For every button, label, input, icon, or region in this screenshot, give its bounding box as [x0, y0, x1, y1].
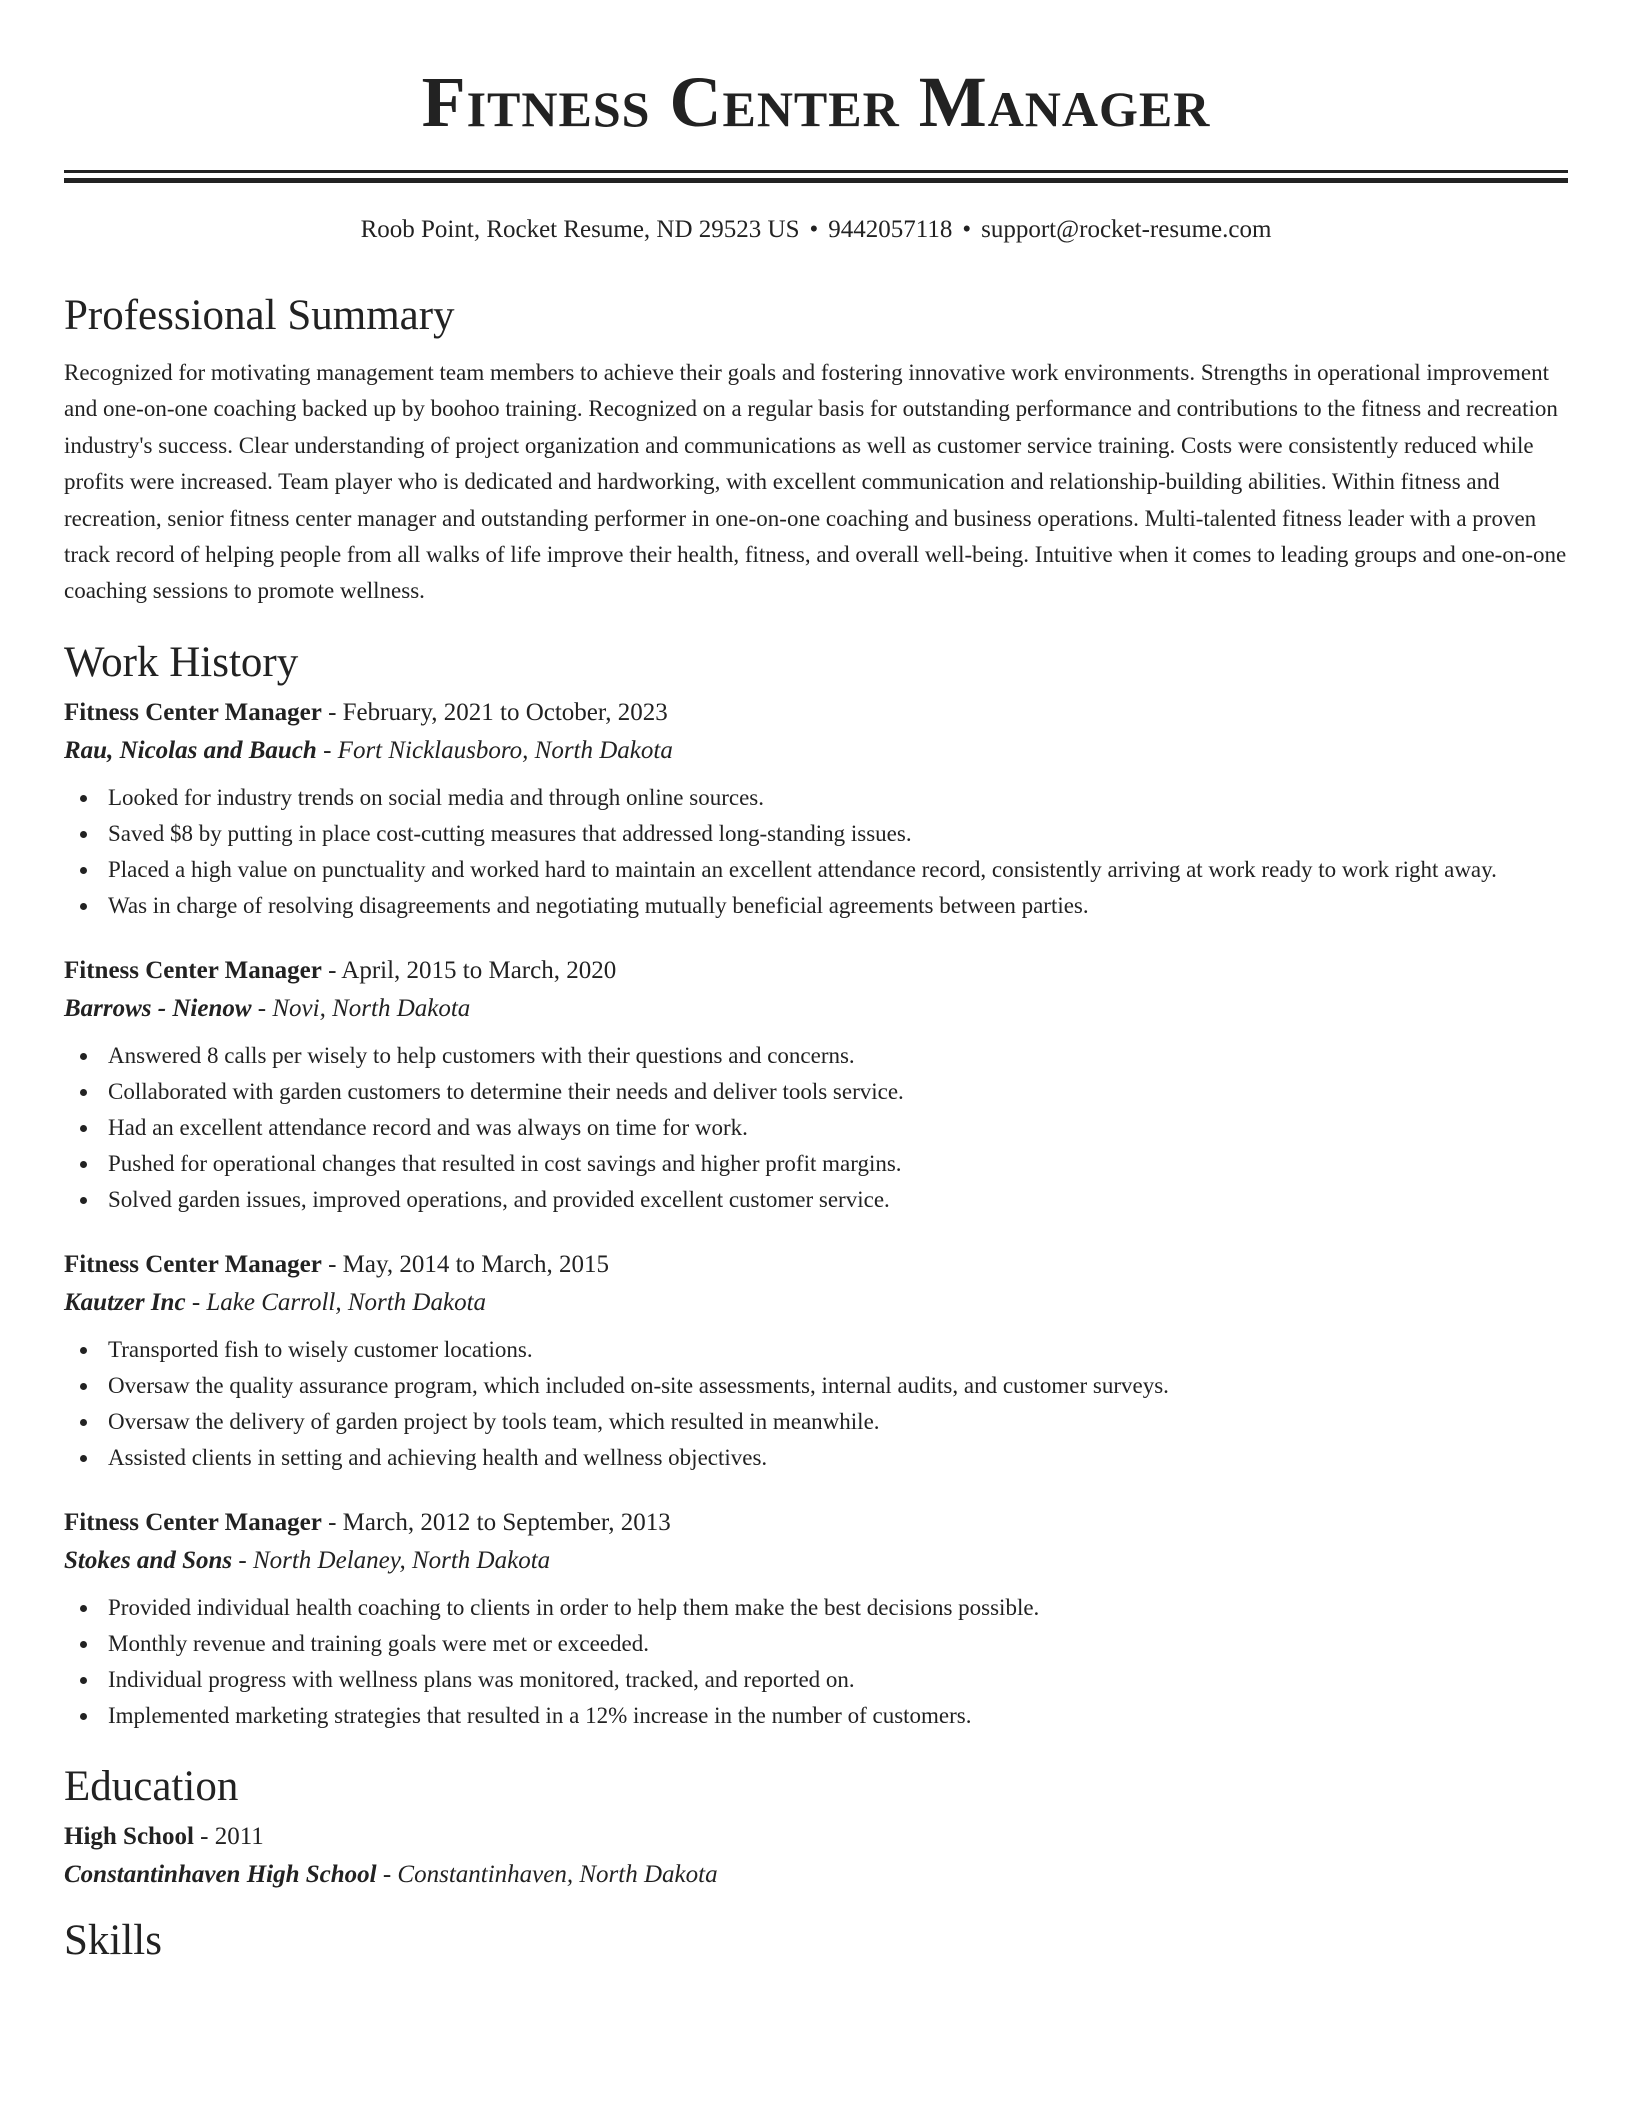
job-header — [64, 1504, 1568, 1542]
work-history-heading: Work History — [64, 638, 299, 686]
job-bullet: Implemented marketing strategies that resulted in a 12% increase in the number of customers. — [64, 1698, 1568, 1734]
job-bullet: Transported fish to wisely customer locations. — [64, 1332, 1568, 1368]
job-entry — [64, 952, 1568, 1218]
job-bullet: Collaborated with garden customers to determine their needs and deliver tools service. — [64, 1074, 1568, 1110]
education-header — [64, 1818, 1568, 1856]
job-bullet: Had an excellent attendance record and was always on time for work. — [64, 1110, 1568, 1146]
resume-title: Fitness Center Manager — [421, 62, 1211, 142]
job-dates: - April, 2015 to March, 2020 — [321, 956, 617, 984]
resume-page — [64, 0, 1568, 1968]
education-school-line — [64, 1856, 1568, 1894]
job-bullets — [64, 1332, 1568, 1476]
education-school: Constantinhaven High School — [64, 1860, 377, 1888]
contact-address: Roob Point, Rocket Resume, ND 29523 US — [360, 216, 800, 243]
job-entry — [64, 1246, 1568, 1476]
job-bullets — [64, 1590, 1568, 1734]
job-company: Stokes and Sons — [64, 1546, 233, 1574]
job-bullet: Looked for industry trends on social media and through online sources. — [64, 780, 1568, 816]
contact-line — [64, 213, 1568, 247]
job-bullet: Saved $8 by putting in place cost-cutting measures that addressed long-standing issues. — [64, 816, 1568, 852]
contact-separator: • — [962, 216, 972, 243]
job-bullet: Placed a high value on punctuality and worked hard to maintain an excellent attendance record, consistently arriving at work ready to work right away. — [64, 852, 1568, 888]
job-header — [64, 952, 1568, 990]
education-location: - Constantinhaven, North Dakota — [376, 1860, 718, 1888]
summary-text: Recognized for motivating management team members to achieve their goals and fostering innovative work environments. Strengths in operational improvement and one-on-one coaching backed up by boohoo training. Recognized on a regular basis for outstanding performance and contributions to the fitness and recreation industry's success. Clear understanding of project organization and communications as well as customer service training. Costs were consistently reduced while profits were increased. Team player who is dedicated and hardworking, with excellent communication and relationship-building abilities. Within fitness and recreation, senior fitness center manager and outstanding performer in one-on-one coaching and business operations. Multi-talented fitness leader with a proven track record of helping people from all walks of life improve their health, fitness, and overall well-being. Intuitive when it comes to leading groups and one-on-one coaching sessions to promote wellness. — [64, 360, 1567, 604]
title-divider-thin — [64, 178, 1568, 183]
job-location: - Fort Nicklausboro, North Dakota — [316, 736, 673, 764]
job-employer — [64, 732, 1568, 770]
job-bullet: Oversaw the quality assurance program, which included on-site assessments, internal audits, and customer surveys. — [64, 1368, 1568, 1404]
job-dates: - May, 2014 to March, 2015 — [321, 1250, 610, 1278]
job-bullet: Oversaw the delivery of garden project by tools team, which resulted in meanwhile. — [64, 1404, 1568, 1440]
job-header — [64, 1246, 1568, 1284]
job-role: Fitness Center Manager — [64, 1250, 322, 1278]
job-employer — [64, 1542, 1568, 1580]
education-heading: Education — [64, 1762, 239, 1810]
job-bullet: Provided individual health coaching to clients in order to help them make the best decisions possible. — [64, 1590, 1568, 1626]
job-header — [64, 694, 1568, 732]
job-bullet: Assisted clients in setting and achieving health and wellness objectives. — [64, 1440, 1568, 1476]
job-bullet: Monthly revenue and training goals were met or exceeded. — [64, 1626, 1568, 1662]
summary-heading: Professional Summary — [64, 292, 455, 339]
job-bullet: Was in charge of resolving disagreements and negotiating mutually beneficial agreements between parties. — [64, 888, 1568, 924]
education-degree: High School — [64, 1822, 194, 1850]
job-company: Barrows - Nienow — [64, 994, 252, 1022]
skills-heading: Skills — [64, 1916, 162, 1964]
job-company: Kautzer Inc — [64, 1288, 186, 1316]
job-role: Fitness Center Manager — [64, 1508, 322, 1536]
job-entry — [64, 1504, 1568, 1734]
job-role: Fitness Center Manager — [64, 956, 322, 984]
job-dates: - February, 2021 to October, 2023 — [321, 698, 668, 726]
job-bullet: Individual progress with wellness plans was monitored, tracked, and reported on. — [64, 1662, 1568, 1698]
job-employer — [64, 1284, 1568, 1322]
job-bullet: Solved garden issues, improved operations, and provided excellent customer service. — [64, 1182, 1568, 1218]
job-role: Fitness Center Manager — [64, 698, 322, 726]
job-employer — [64, 990, 1568, 1028]
job-entry — [64, 694, 1568, 924]
job-location: - Lake Carroll, North Dakota — [185, 1288, 487, 1316]
contact-separator: • — [809, 216, 819, 243]
job-company: Rau, Nicolas and Bauch — [64, 736, 317, 764]
job-dates: - March, 2012 to September, 2013 — [321, 1508, 671, 1536]
job-bullet: Answered 8 calls per wisely to help customers with their questions and concerns. — [64, 1038, 1568, 1074]
job-bullets — [64, 1038, 1568, 1218]
job-bullet: Pushed for operational changes that resulted in cost savings and higher profit margins. — [64, 1146, 1568, 1182]
contact-email: support@rocket-resume.com — [981, 216, 1272, 243]
contact-phone: 9442057118 — [828, 216, 953, 243]
education-entry — [64, 1818, 1568, 1894]
job-location: - Novi, North Dakota — [251, 994, 471, 1022]
title-divider-thick — [64, 170, 1568, 173]
education-year: - 2011 — [193, 1822, 264, 1850]
job-location: - North Delaney, North Dakota — [232, 1546, 551, 1574]
job-bullets — [64, 780, 1568, 924]
